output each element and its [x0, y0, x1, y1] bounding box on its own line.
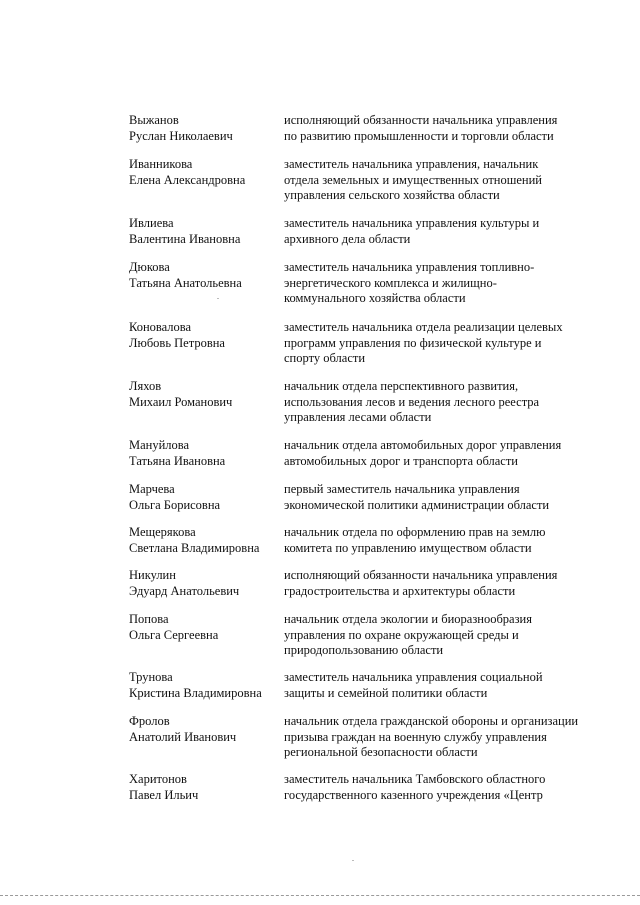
- person-surname: Ивлиева: [129, 216, 174, 230]
- person-position: начальник отдела автомобильных дорог управления автомобильных дорог и транспорта области: [284, 438, 562, 468]
- person-name: [129, 772, 279, 803]
- person-name: [129, 216, 279, 247]
- person-given-names: Любовь Петровна: [129, 335, 225, 350]
- person-position: заместитель начальника управления культуры и архивного дела области: [284, 216, 540, 246]
- person-surname: Попова: [129, 612, 169, 626]
- person-surname: Трунова: [129, 670, 173, 684]
- person-surname: Марчева: [129, 482, 175, 496]
- person-position: исполняющий обязанности начальника управления по развитию промышленности и торговли области: [284, 113, 558, 143]
- scan-speck: [352, 860, 354, 861]
- person-surname: Коновалова: [129, 320, 192, 334]
- person-name: [129, 379, 279, 410]
- person-name: [129, 670, 279, 701]
- person-position: исполняющий обязанности начальника управления градостроительства и архитектуры области: [284, 568, 558, 598]
- person-name: [129, 157, 279, 188]
- person-name: [129, 260, 279, 291]
- person-surname: Мещерякова: [129, 525, 196, 539]
- person-given-names: Ольга Сергеевна: [129, 627, 219, 642]
- person-given-names: Татьяна Анатольевна: [129, 275, 242, 290]
- person-surname: Мануйлова: [129, 438, 190, 452]
- person-given-names: Татьяна Ивановна: [129, 453, 226, 468]
- person-position: начальник отдела перспективного развития, использования лесов и ведения лесного реестра управления лесами области: [284, 379, 540, 425]
- person-name: [129, 482, 279, 513]
- person-given-names: Анатолий Иванович: [129, 729, 237, 744]
- person-name: [129, 568, 279, 599]
- person-given-names: Валентина Ивановна: [129, 231, 241, 246]
- person-position: заместитель начальника управления топливно- энергетического комплекса и жилищно- коммунального хозяйства области: [284, 260, 535, 306]
- person-position: начальник отдела экологии и биоразнообразия управления по охране окружающей среды и природопользованию области: [284, 612, 532, 658]
- person-surname: Никулин: [129, 568, 176, 582]
- person-name: [129, 612, 279, 643]
- person-position: заместитель начальника отдела реализации целевых программ управления по физической культуре и спорту области: [284, 320, 563, 366]
- person-given-names: Кристина Владимировна: [129, 685, 262, 700]
- person-position: заместитель начальника управления, начальник отдела земельных и имущественных отношений управления сельского хозяйства области: [284, 157, 542, 203]
- person-position: первый заместитель начальника управления экономической политики администрации области: [284, 482, 550, 512]
- person-surname: Фролов: [129, 714, 170, 728]
- person-name: [129, 320, 279, 351]
- person-position: начальник отдела гражданской обороны и организации призыва граждан на военную службу управления региональной безопасности области: [284, 714, 579, 760]
- person-position: заместитель начальника управления социальной защиты и семейной политики области: [284, 670, 543, 700]
- person-surname: Иванникова: [129, 157, 193, 171]
- person-surname: Выжанов: [129, 113, 179, 127]
- person-surname: Харитонов: [129, 772, 187, 786]
- person-name: [129, 525, 279, 556]
- person-position: начальник отдела по оформлению прав на землю комитета по управлению имуществом области: [284, 525, 546, 555]
- person-given-names: Елена Александровна: [129, 172, 246, 187]
- person-given-names: Михаил Романович: [129, 394, 233, 409]
- person-given-names: Светлана Владимировна: [129, 540, 260, 555]
- person-name: [129, 113, 279, 144]
- person-surname: Дюкова: [129, 260, 170, 274]
- person-name: [129, 438, 279, 469]
- person-given-names: Эдуард Анатольевич: [129, 583, 240, 598]
- scan-speck: [217, 298, 219, 299]
- person-name: [129, 714, 279, 745]
- person-position: заместитель начальника Тамбовского областного государственного казенного учреждения «Центр: [284, 772, 546, 802]
- scan-edge-line: [0, 895, 640, 896]
- person-given-names: Павел Ильич: [129, 787, 199, 802]
- person-given-names: Ольга Борисовна: [129, 497, 221, 512]
- person-given-names: Руслан Николаевич: [129, 128, 233, 143]
- person-surname: Ляхов: [129, 379, 162, 393]
